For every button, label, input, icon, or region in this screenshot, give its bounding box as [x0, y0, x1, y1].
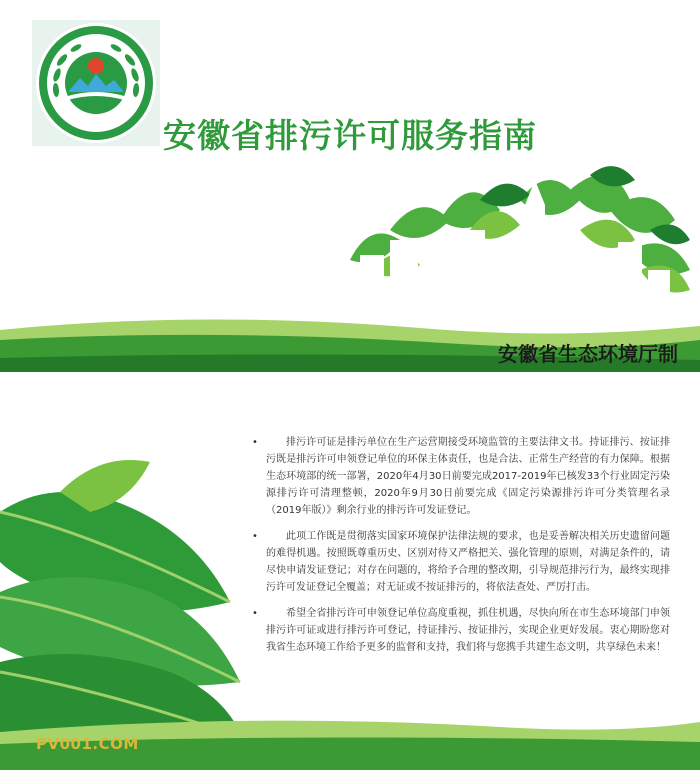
paragraph-text: 排污许可证是排污单位在生产运营期接受环境监管的主要法律文书。持证排污、按证排污既是排污许可申领登记单位的环保主体责任，也是合法、正常生产经营的有力保障。根据生态环境部的统一部署，2020年4月30日前要完成2017-2019年已核发33个行业固定污染源排污许可清理整顿，2020年9月30日前要完成《固定污染源排污许可分类管理名录（2019年版）》剩余行业的排污许可发证登记。 — [266, 437, 670, 516]
paragraph — [252, 605, 670, 656]
paragraph — [252, 434, 670, 519]
zhb-logo — [32, 20, 160, 146]
paragraph-text: 此项工作既是贯彻落实国家环境保护法律法规的要求，也是妥善解决相关历史遗留问题的难得机遇。按照既尊重历史、区别对待又严格把关、强化管理的原则，对满足条件的，请尽快申请发证登记；对存在问题的，将给予合理的整改期，引导规范排污行为，最终实现排污许可发证登记全覆盖；对无证或不按证排污的，将依法查处、严厉打击。 — [266, 531, 670, 593]
cover-banner — [0, 0, 700, 372]
bottom-wave-decoration — [0, 692, 700, 770]
bullet-icon: • — [252, 437, 258, 448]
page-title: 安徽省排污许可服务指南 — [163, 116, 537, 155]
watermark: PV001.COM — [36, 735, 139, 753]
logo-letters: ZHB — [71, 114, 121, 129]
guide-intro-card — [0, 392, 700, 770]
paragraph-text: 希望全省排污许可申领登记单位高度重视，抓住机遇，尽快向所在市生态环境部门申领排污许可证或进行排污许可登记，持证排污、按证排污，实现企业更好发展。衷心期盼您对我省生态环境工作给予更多的监督和支持，我们将与您携手共建生态文明，共享绿色未来！ — [266, 608, 670, 653]
issuing-department: 安徽省生态环境厅制 — [498, 342, 678, 366]
bullet-icon: • — [252, 531, 258, 542]
leaf-city-illustration — [330, 160, 700, 310]
guide-text — [252, 434, 670, 665]
paragraph — [252, 528, 670, 596]
bullet-icon: • — [252, 608, 258, 619]
